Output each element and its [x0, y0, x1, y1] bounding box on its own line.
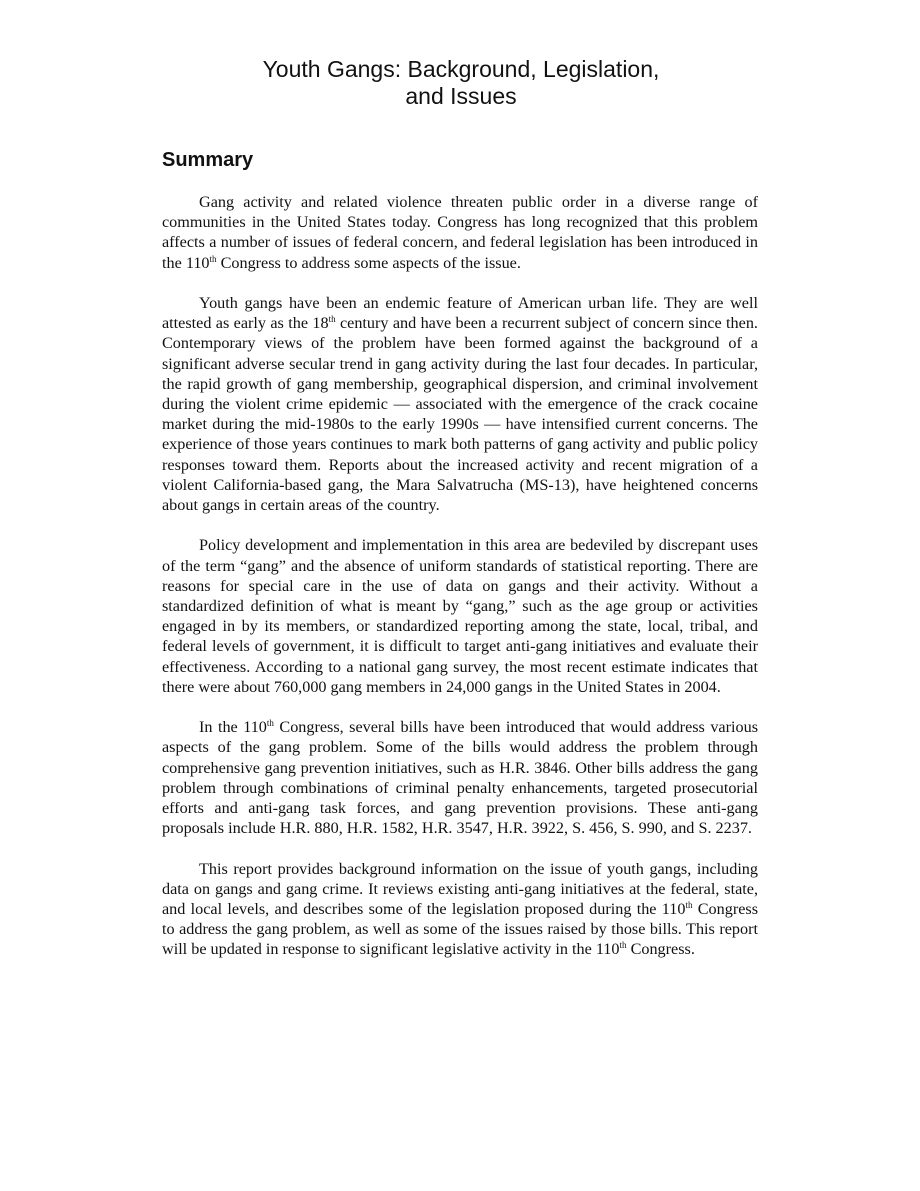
summary-body [162, 192, 758, 980]
paragraph-5: This report provides background information on the issue of youth gangs, including data on gangs and gang crime. It reviews existing anti-gang initiatives at the federal, state, and local levels, and describes some of the legislation proposed during the 110th Congress to address the gang problem, as well as some of the issues raised by those bills. This report will be updated in response to significant legislative activity in the 110th Congress. [162, 859, 758, 959]
title-line-1: Youth Gangs: Background, Legislation, [262, 56, 660, 82]
paragraph-3: Policy development and implementation in this area are bedeviled by discrepant uses of the term “gang” and the absence of uniform standards of statistical reporting. There are reasons for special care in the use of data on gangs and their activity. Without a standardized definition of what is meant by “gang,” such as the age group or activities engaged in by its members, or standardized reporting among the state, local, tribal, and federal levels of government, it is difficult to target anti-gang initiatives and evaluate their effectiveness. According to a national gang survey, the most recent estimate indicates that there were about 760,000 gang members in 24,000 gangs in the United States in 2004. [162, 536, 758, 696]
paragraph-4: In the 110th Congress, several bills have been introduced that would address various aspects of the gang problem. Some of the bills would address the problem through comprehensive gang prevention initiatives, such as H.R. 3846. Other bills address the gang problem through combinations of criminal penalty enhancements, targeted prosecutorial efforts and anti-gang task forces, and gang prevention provisions. These anti-gang proposals include H.R. 880, H.R. 1582, H.R. 3547, H.R. 3922, S. 456, S. 990, and S. 2237. [162, 718, 758, 838]
paragraph-2: Youth gangs have been an endemic feature of American urban life. They are well attested as early as the 18th century and have been a recurrent subject of concern since then. Contemporary views of the problem have been formed against the background of a significant adverse secular trend in gang activity during the last four decades. In particular, the rapid growth of gang membership, geographical dispersion, and criminal involvement during the violent crime epidemic — associated with the emergence of the crack cocaine market during the mid-1980s to the early 1990s — have intensified current concerns. The experience of those years continues to mark both patterns of gang activity and public policy responses toward them. Reports about the increased activity and recent migration of a violent California-based gang, the Mara Salvatrucha (MS-13), have heightened concerns about gangs in certain areas of the country. [162, 294, 758, 515]
document-title [162, 56, 760, 110]
section-heading-summary: Summary [162, 149, 254, 171]
title-line-2: and Issues [405, 83, 517, 109]
paragraph-1: Gang activity and related violence threaten public order in a diverse range of communities in the United States today. Congress has long recognized that this problem affects a number of issues of federal concern, and federal legislation has been introduced in the 110th Congress to address some aspects of the issue. [162, 193, 758, 272]
